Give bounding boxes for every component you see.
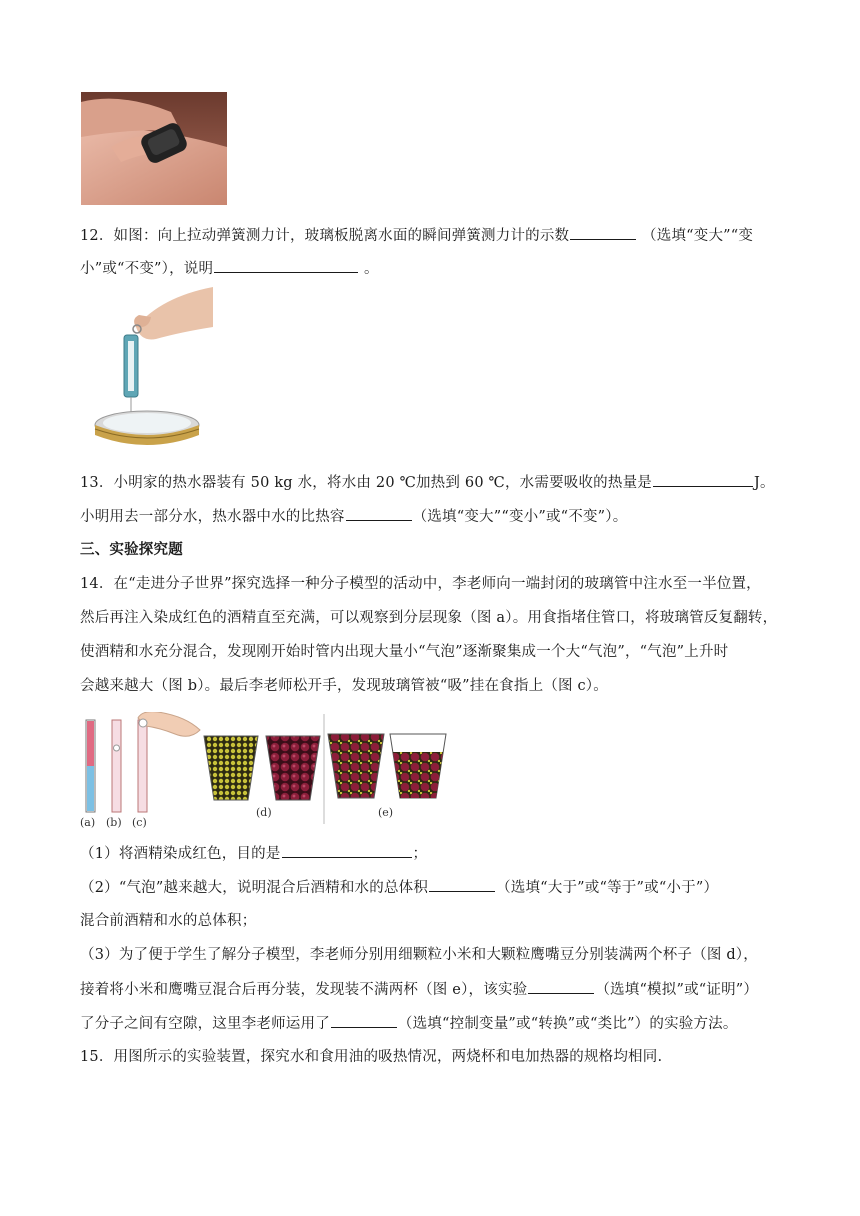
q13-line-1 bbox=[80, 472, 775, 493]
q14-blank-4[interactable] bbox=[331, 1013, 397, 1028]
q14-line-4: 会越来越大（图 b）。最后李老师松开手，发现玻璃管被“吸”挂在食指上（图 c）。 bbox=[80, 678, 608, 694]
q14-line-2: 然后再注入染成红色的酒精直至充满，可以观察到分层现象（图 a）。用食指堵住管口，将玻璃管反复翻转， bbox=[80, 610, 778, 626]
q14-line-3: 使酒精和水充分混合，发现刚开始时管内出现大量小“气泡”逐渐聚集成一个大“气泡”，“气泡”上升时 bbox=[80, 644, 729, 660]
q12-line-1 bbox=[80, 225, 753, 246]
q14-part-1 bbox=[80, 843, 427, 864]
q14-blank-1[interactable] bbox=[282, 843, 412, 858]
figure-label-b: (b) bbox=[106, 816, 122, 829]
q14-text: （选填“大于”或“等于”或“小于”） bbox=[496, 880, 719, 896]
q14-line-1: 14．在“走进分子世界”探究选择一种分子模型的活动中，李老师向一端封闭的玻璃管中注水至一半位置， bbox=[80, 576, 761, 592]
q14-blank-2[interactable] bbox=[429, 877, 495, 892]
q13-blank-2[interactable] bbox=[346, 506, 412, 521]
q12-blank-1[interactable] bbox=[570, 225, 636, 240]
massage-photo bbox=[81, 92, 227, 205]
q14-part-2b: 混合前酒精和水的总体积； bbox=[80, 913, 257, 929]
q14-blank-3[interactable] bbox=[528, 979, 594, 994]
q12-text: 。 bbox=[359, 261, 379, 277]
q12-blank-2[interactable] bbox=[214, 258, 358, 273]
q14-part-3: （3）为了便于学生了解分子模型，李老师分别用细颗粒小米和大颗粒鹰嘴豆分别装满两个杯子（图 d）， bbox=[80, 947, 758, 963]
q12-text: 12．如图：向上拉动弹簧测力计，玻璃板脱离水面的瞬间弹簧测力计的示数 bbox=[80, 228, 570, 244]
q14-text: （2）“气泡”越来越大，说明混合后酒精和水的总体积 bbox=[80, 880, 429, 896]
q14-figure bbox=[80, 712, 450, 830]
figure-label-d: (d) bbox=[256, 806, 272, 819]
spring-scale-photo bbox=[81, 287, 213, 452]
q14-part-3c bbox=[80, 1013, 738, 1034]
figure-label-e: (e) bbox=[378, 806, 394, 819]
q14-text: （选填“控制变量”或“转换”或“类比”）的实验方法。 bbox=[397, 1016, 738, 1032]
q14-text: （1）将酒精染成红色，目的是 bbox=[80, 846, 281, 862]
q14-text: ； bbox=[412, 846, 428, 862]
q13-blank-1[interactable] bbox=[653, 472, 753, 487]
figure-label-a: (a) bbox=[80, 816, 96, 829]
q15-line-1: 15．用图所示的实验装置，探究水和食用油的吸热情况，两烧杯和电加热器的规格均相同. bbox=[80, 1049, 663, 1065]
q12-line-2 bbox=[80, 258, 379, 279]
q14-text: （选填“模拟”或“证明”） bbox=[595, 982, 759, 998]
q14-part-3b bbox=[80, 979, 758, 1000]
q13-text: 13．小明家的热水器装有 50 kg 水，将水由 20 ℃加热到 60 ℃，水需要吸收的热量是 bbox=[80, 475, 652, 491]
q13-text: 小明用去一部分水，热水器中水的比热容 bbox=[80, 509, 345, 525]
figure-label-c: (c) bbox=[132, 816, 147, 829]
q13-line-2 bbox=[80, 506, 627, 527]
q12-text: 小”或“不变”），说明 bbox=[80, 261, 214, 277]
q13-text: J。 bbox=[753, 475, 775, 491]
q12-text: （选填“变大”“变 bbox=[637, 228, 754, 244]
q14-part-2 bbox=[80, 877, 718, 898]
q13-text: （选填“变大”“变小”或“不变”）。 bbox=[412, 509, 628, 525]
section-3-title: 三、实验探究题 bbox=[80, 541, 183, 558]
q14-text: 了分子之间有空隙，这里李老师运用了 bbox=[80, 1016, 330, 1032]
q14-text: 接着将小米和鹰嘴豆混合后再分装，发现装不满两杯（图 e），该实验 bbox=[80, 982, 528, 998]
